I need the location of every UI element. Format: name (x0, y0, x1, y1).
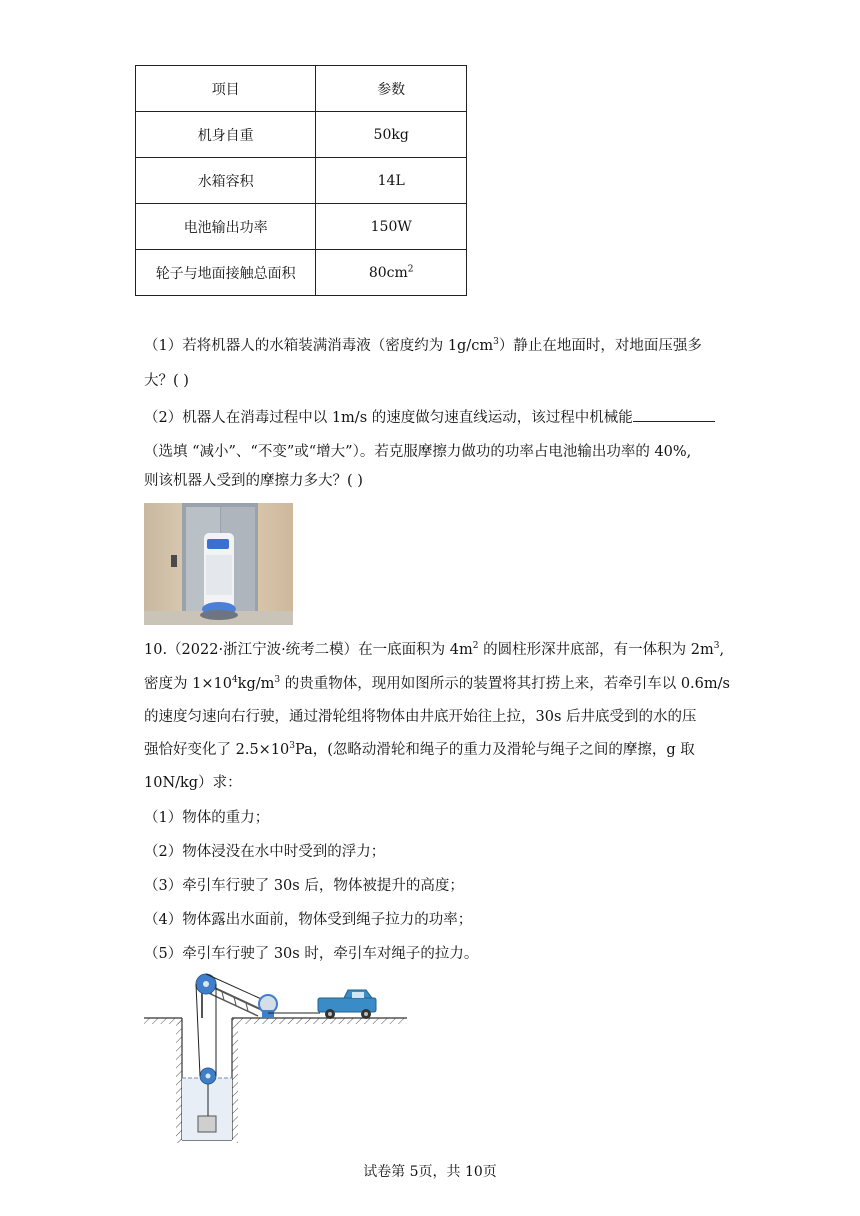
q10-item-3: （3）牵引车行驶了 30s 后，物体被提升的高度； (144, 878, 464, 894)
row-item: 轮子与地面接触总面积 (136, 250, 316, 296)
q10-item-1: （1）物体的重力； (144, 810, 270, 826)
row-value: 150W (316, 204, 467, 250)
table-row (136, 112, 467, 158)
page-footer: 试卷第 5页，共 10页 (363, 1164, 497, 1180)
row-item: 机身自重 (136, 112, 316, 158)
row-value: 50kg (316, 112, 467, 158)
table-row (136, 250, 467, 296)
q10-line3: 的速度匀速向右行驶，通过滑轮组将物体由井底开始往上拉，30s 后井底受到的水的压 (144, 709, 697, 725)
q9-part1-line2: 大？( ) (144, 373, 189, 389)
q10-item-4: （4）物体露出水面前，物体受到绳子拉力的功率； (144, 912, 473, 928)
header-item: 项目 (136, 66, 316, 112)
answer-blank[interactable] (633, 407, 715, 422)
row-item: 电池输出功率 (136, 204, 316, 250)
spec-table (135, 65, 467, 296)
tow-truck (318, 990, 376, 1019)
q10-item-2: （2）物体浸没在水中时受到的浮力； (144, 844, 386, 860)
row-value (316, 250, 467, 296)
table-row (136, 158, 467, 204)
table-header-row (136, 66, 467, 112)
value-text: 80cm (368, 264, 408, 281)
q10-item-5: （5）牵引车行驶了 30s 时，牵引车对绳子的拉力。 (144, 946, 479, 962)
disinfection-robot-photo (144, 503, 293, 625)
q9-part2-line3: 则该机器人受到的摩擦力多大？( ) (144, 473, 363, 489)
row-value: 14L (316, 158, 467, 204)
q10-line2: 密度为 $1\times 10^4kg/m^3$ 的贵重物体，现用如图所示的装置将其打捞上来，若牵引车以 0.6m/s (144, 675, 730, 692)
row-item: 水箱容积 (136, 158, 316, 204)
q10-line5: 10N/kg）求： (144, 775, 242, 791)
q10-line4: 强恰好变化了 $2.5\times 10^3Pa$，(忽略动滑轮和绳子的重力及滑轮与绳子之间的摩擦，g 取 (144, 741, 695, 758)
q9-part1-line1: （1）若将机器人的水箱装满消毒液（密度约为 $1g/cm^3$）静止在地面时，对地面压强多 (144, 337, 702, 354)
pulley-well-diagram (140, 968, 412, 1148)
ground-right (232, 1018, 407, 1024)
value-sup: 2 (407, 263, 414, 274)
q9-part2-line2: （选填 “减小”、“不变”或“增大”）。若克服摩擦力做功的功率占电池输出功率的 40%, (144, 444, 692, 460)
header-param: 参数 (316, 66, 467, 112)
sunk-object (198, 1116, 216, 1132)
q10-line1: 10.（2022·浙江宁波·统考二模）在一底面积为 $4m^2$ 的圆柱形深井底部，有一体积为 $2m^3$, (144, 641, 725, 658)
q9-part2-line1: （2）机器人在消毒过程中以 1m/s 的速度做匀速直线运动，该过程中机械能 (144, 407, 715, 428)
table-row (136, 204, 467, 250)
